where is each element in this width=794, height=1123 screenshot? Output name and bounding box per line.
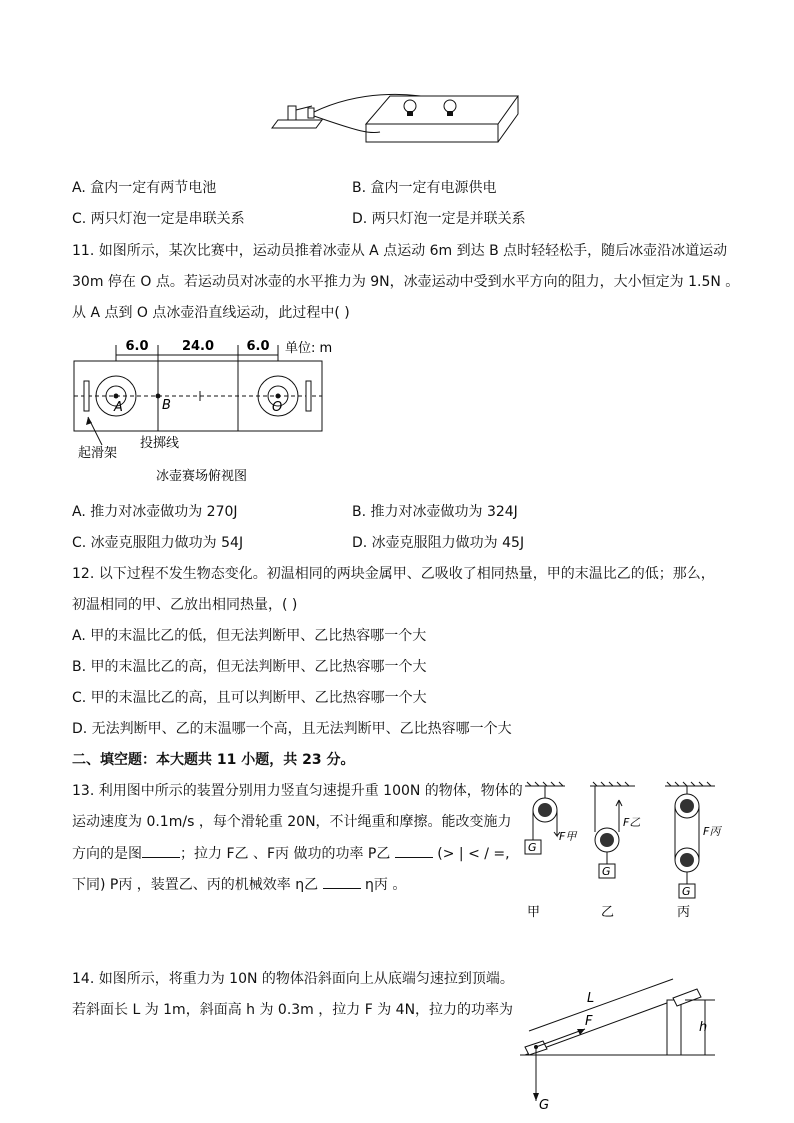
- q10-option-b: B. 盒内一定有电源供电: [352, 180, 497, 196]
- q11-option-d: D. 冰壶克服阻力做功为 45J: [352, 535, 525, 551]
- throw-line-label: 投掷线: [140, 436, 180, 451]
- circuit-box-figure: [270, 92, 530, 152]
- q12-option-a: A. 甲的末温比乙的低，但无法判断甲、乙比热容哪一个大: [72, 628, 427, 644]
- q10-option-c: C. 两只灯泡一定是串联关系: [72, 211, 245, 227]
- q13-line4-text-b: η丙 。: [365, 877, 407, 893]
- q10-option-a: A. 盒内一定有两节电池: [72, 180, 217, 196]
- incline-figure: [515, 975, 725, 1115]
- q11-stem-line2: 30m 停在 O 点。若运动员对冰壶的水平推力为 9N，冰壶运动中受到水平方向的阻力，大小恒定为 1.5N 。: [72, 274, 740, 290]
- q13-stem-line2: 运动速度为 0.1m/s ，每个滑轮重 20N，不计绳重和摩擦。能改变施力: [72, 814, 512, 830]
- q11-option-a: A. 推力对冰壶做功为 270J: [72, 504, 238, 520]
- q12-option-d: D. 无法判断甲、乙的末温哪一个高，且无法判断甲、乙比热容哪一个大: [72, 721, 512, 737]
- unit-label: 单位: m: [285, 341, 333, 356]
- force-yi-label: F乙: [623, 816, 641, 829]
- q13-line3-text-c: (> | < / =,: [437, 846, 510, 862]
- q14-stem-line1: 14. 如图所示，将重力为 10N 的物体沿斜面向上从底端匀速拉到顶端。: [72, 971, 514, 987]
- pulley-figure: [515, 780, 725, 920]
- q13-blank-3[interactable]: [323, 874, 361, 889]
- q12-option-c: C. 甲的末温比乙的高，且可以判断甲、乙比热容哪一个大: [72, 690, 427, 706]
- q13-stem-line3: [72, 843, 510, 864]
- q12-option-b: B. 甲的末温比乙的高，但无法判断甲、乙比热容哪一个大: [72, 659, 427, 675]
- dim-24: 24.0: [181, 339, 215, 354]
- length-l-label: L: [587, 991, 595, 1006]
- q13-blank-2[interactable]: [395, 843, 433, 858]
- q13-blank-1[interactable]: [142, 843, 180, 858]
- gravity-g-label: G: [539, 1098, 550, 1113]
- dim-6-left: 6.0: [125, 339, 149, 354]
- height-h-label: h: [699, 1020, 708, 1035]
- point-a-label: A: [114, 400, 123, 415]
- q13-stem-line1: 13. 利用图中所示的装置分别用力竖直匀速提升重 100N 的物体，物体的: [72, 783, 523, 799]
- force-jia-label: F甲: [559, 830, 577, 843]
- point-b-label: B: [162, 398, 171, 413]
- q13-line3-text-a: 方向的是图: [72, 846, 142, 862]
- q10-option-d: D. 两只灯泡一定是并联关系: [352, 211, 526, 227]
- curling-rink-figure: [70, 335, 350, 487]
- caption-yi: 乙: [601, 905, 615, 920]
- q13-line4-text-a: 下同) P丙 ，装置乙、丙的机械效率 η乙: [72, 877, 319, 893]
- caption-jia: 甲: [527, 905, 541, 920]
- q14-stem-line2: 若斜面长 L 为 1m，斜面高 h 为 0.3m ，拉力 F 为 4N，拉力的功率为: [72, 1002, 514, 1018]
- q11-stem-line3: 从 A 点到 O 点冰壶沿直线运动，此过程中( ): [72, 305, 350, 321]
- force-bing-label: F丙: [703, 825, 721, 838]
- q12-stem-line1: 12. 以下过程不发生物态变化。初温相同的两块金属甲、乙吸收了相同热量，甲的末温比乙的低；那么，: [72, 566, 715, 582]
- q11-option-b: B. 推力对冰壶做功为 324J: [352, 504, 518, 520]
- dim-6-right: 6.0: [246, 339, 270, 354]
- caption-bing: 丙: [677, 905, 691, 920]
- weight-g-bing: G: [682, 885, 691, 898]
- q12-stem-line2: 初温相同的甲、乙放出相同热量，( ): [72, 597, 298, 613]
- force-f-label: F: [585, 1014, 593, 1029]
- weight-g-yi: G: [602, 865, 611, 878]
- q11-option-c: C. 冰壶克服阻力做功为 54J: [72, 535, 244, 551]
- point-o-label: O: [272, 400, 283, 415]
- section-fill-in-title: 二、填空题：本大题共 11 小题，共 23 分。: [72, 752, 355, 768]
- q13-line3-text-b: ；拉力 F乙 、F丙 做功的功率 P乙: [180, 846, 391, 862]
- slider-label: 起滑架: [78, 446, 118, 461]
- rink-caption: 冰壶赛场俯视图: [156, 469, 248, 484]
- q11-stem-line1: 11. 如图所示，某次比赛中，运动员推着冰壶从 A 点运动 6m 到达 B 点时轻轻松手，随后冰壶沿冰道运动: [72, 243, 728, 259]
- weight-g-jia: G: [528, 841, 537, 854]
- q13-stem-line4: [72, 874, 406, 895]
